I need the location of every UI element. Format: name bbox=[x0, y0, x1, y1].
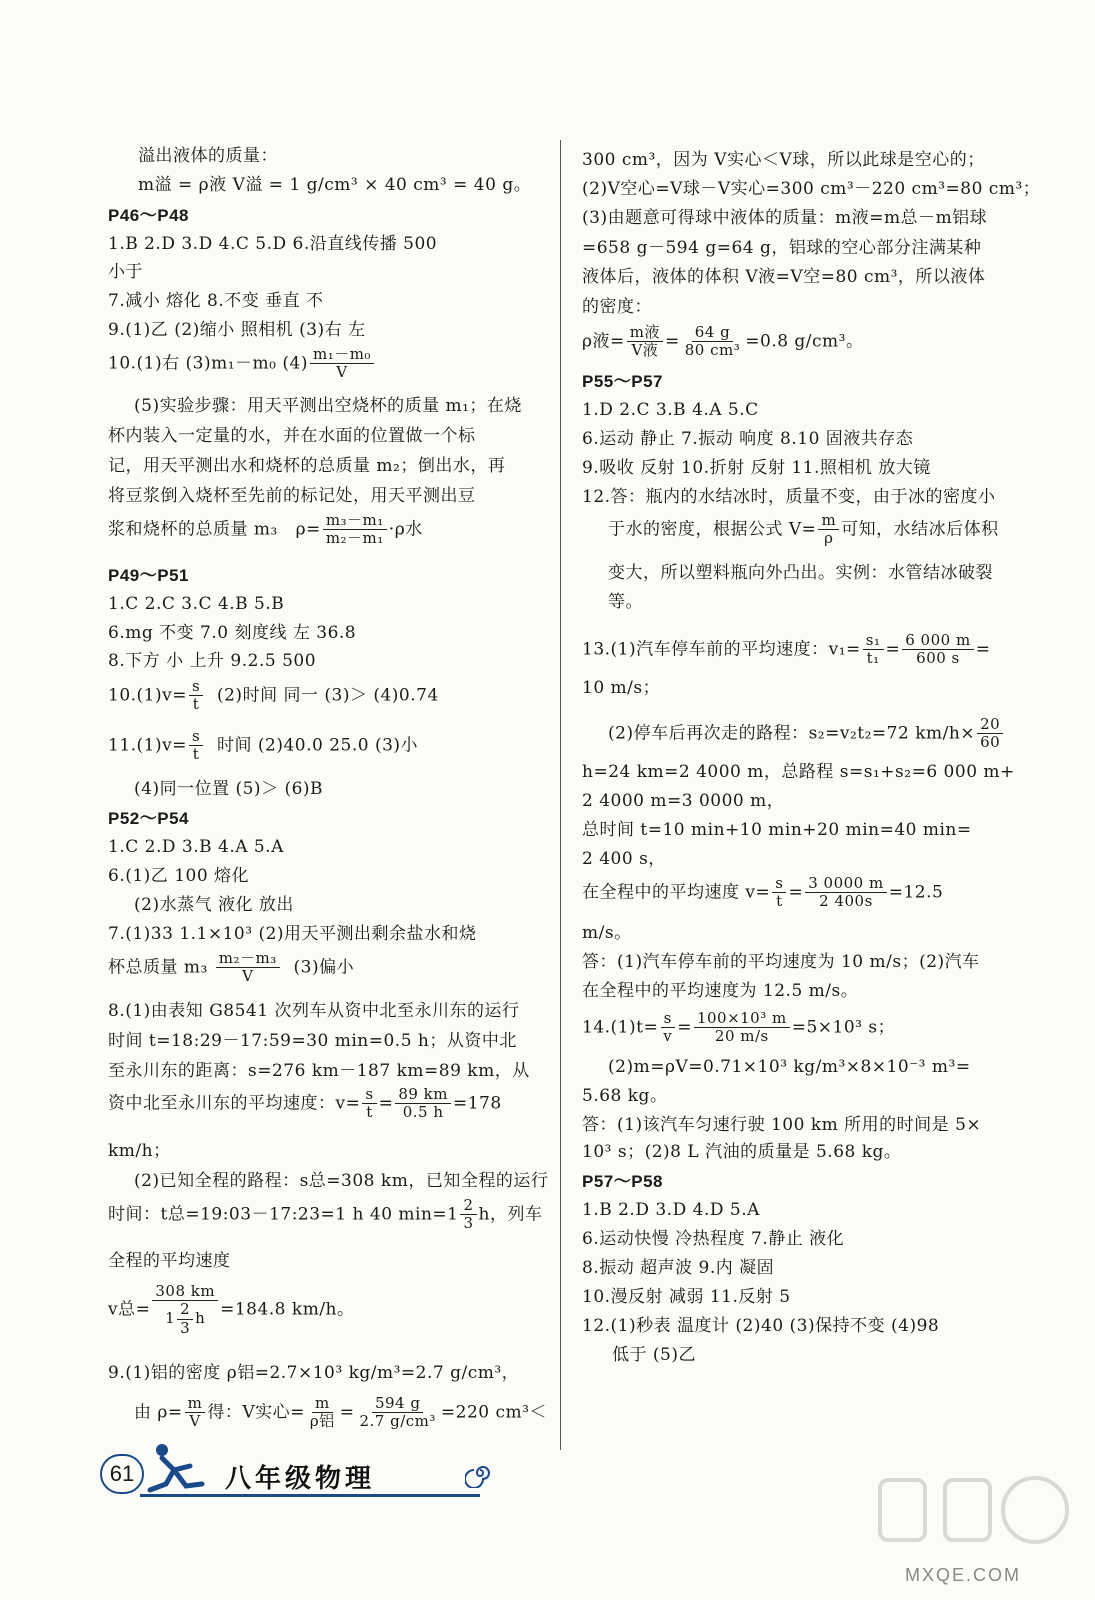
fraction bbox=[362, 1086, 376, 1122]
fraction-numerator: 89 km bbox=[395, 1086, 451, 1104]
fraction bbox=[805, 875, 886, 911]
text-line: 1.C 2.C 3.C 4.B 5.B bbox=[108, 594, 285, 614]
fraction bbox=[152, 1283, 218, 1337]
text-line: h=24 km=2 4000 m，总路程 s=s₁+s₂=6 000 m+ bbox=[582, 762, 1015, 782]
fraction bbox=[177, 1301, 193, 1337]
fraction-denominator: 600 s bbox=[916, 649, 960, 668]
text-line: m溢 = ρ液 V溢 = 1 g/cm³ × 40 cm³ = 40 g。 bbox=[138, 175, 532, 195]
text-segment: v总= bbox=[108, 1299, 151, 1320]
fraction-numerator: 2 bbox=[177, 1301, 193, 1319]
fraction-denominator: ρ铝 bbox=[309, 1412, 335, 1431]
text-line: 至永川东的距离：s=276 km－187 km=89 km，从 bbox=[108, 1061, 530, 1081]
formula-line: 由 ρ= $\frac{m}{V}$ 得：V实心= $\frac{m}{\text{ρ铝}}$ = $\frac{594 g}{\text{2.7 g/cm³}}$ =220 cm³＜ bbox=[134, 1394, 547, 1431]
text-line: 1.B 2.D 3.D 4.C 5.D 6.沿直线传播 500 bbox=[108, 234, 438, 254]
text-line: 将豆浆倒入烧杯至先前的标记处，用天平测出豆 bbox=[108, 486, 476, 506]
fraction bbox=[310, 346, 374, 382]
text-line: (2)已知全程的路程：s总=308 km，已知全程的运行 bbox=[134, 1171, 549, 1191]
text-segment: 10.(1)右 (3)m₁－m₀ (4) bbox=[108, 353, 308, 374]
text-segment: ρ液= bbox=[582, 331, 625, 352]
fraction bbox=[863, 632, 884, 668]
fraction-denominator: m₂－m₁ bbox=[325, 529, 384, 548]
unit: h bbox=[195, 1309, 206, 1327]
text-line: 6.(1)乙 100 熔化 bbox=[108, 866, 250, 886]
fraction-numerator: s bbox=[189, 728, 203, 746]
text-line: m/s。 bbox=[582, 923, 632, 943]
text-line: 9.(1)乙 (2)缩小 照相机 (3)右 左 bbox=[108, 320, 366, 340]
text-line: 在全程中的平均速度为 12.5 m/s。 bbox=[582, 981, 859, 1001]
text-line: 等。 bbox=[608, 592, 643, 612]
text-line: 全程的平均速度 bbox=[108, 1251, 231, 1271]
fraction-denominator: 3 bbox=[180, 1318, 191, 1337]
column-divider bbox=[560, 140, 561, 1450]
text-line: 8.下方 小 上升 9.2.5 500 bbox=[108, 651, 317, 671]
fraction-denominator: V bbox=[242, 967, 254, 986]
text-line: 1.B 2.D 3.D 4.D 5.A bbox=[582, 1200, 760, 1220]
fraction bbox=[627, 324, 663, 360]
text-line: 8.振动 超声波 9.内 凝固 bbox=[582, 1258, 775, 1278]
text-segment: =178 bbox=[452, 1093, 502, 1114]
watermark-text: MXQE.COM bbox=[905, 1565, 1022, 1585]
fraction bbox=[818, 512, 839, 548]
text-line: 记，用天平测出水和烧杯的总质量 m₂；倒出水，再 bbox=[108, 456, 506, 476]
fraction bbox=[189, 678, 203, 714]
formula-line bbox=[608, 716, 1005, 752]
text-line: 12.(1)秒表 温度计 (2)40 (3)保持不变 (4)98 bbox=[582, 1316, 940, 1336]
section-heading: P46～P48 bbox=[108, 206, 189, 225]
text-line: (2)V空心=V球－V实心=300 cm³－220 cm³=80 cm³； bbox=[582, 179, 1041, 199]
fraction-denominator: t₁ bbox=[866, 649, 880, 668]
text-segment: = bbox=[975, 639, 991, 660]
text-segment: 14.(1)t= bbox=[582, 1017, 659, 1038]
fraction-denominator: 3 bbox=[463, 1214, 474, 1233]
text-line: 1.D 2.C 3.B 4.A 5.C bbox=[582, 400, 759, 420]
fraction-denominator bbox=[162, 1301, 208, 1337]
text-line: 8.(1)由表知 G8541 次列车从资中北至永川东的运行 bbox=[108, 1001, 520, 1021]
formula-line: ρ液= $\frac{\text{m液}}{\text{V液}}$ = $\frac{64 g}{\text{80 cm³}}$ =0.8 g/cm³。 bbox=[582, 323, 864, 360]
text-line: 6.运动 静止 7.振动 响度 8.10 固液共存态 bbox=[582, 429, 914, 449]
text-line: =658 g－594 g=64 g，铝球的空心部分注满某种 bbox=[582, 238, 982, 258]
fraction-numerator: s bbox=[661, 1010, 675, 1028]
fraction bbox=[977, 716, 1003, 752]
text-segment: 可知，水结冰后体积 bbox=[841, 519, 999, 540]
text-line: 9.吸收 反射 10.折射 反射 11.照相机 放大镜 bbox=[582, 458, 931, 478]
fraction bbox=[660, 1010, 675, 1046]
formula-line bbox=[608, 512, 999, 548]
text-segment: (3)偏小 bbox=[293, 957, 355, 978]
text-segment: =12.5 bbox=[888, 882, 944, 903]
fraction-numerator: 594 g bbox=[372, 1395, 424, 1413]
fraction-denominator: ρ bbox=[824, 529, 834, 548]
text-segment: 杯总质量 m₃ bbox=[108, 957, 208, 978]
fraction-numerator: s bbox=[362, 1086, 376, 1104]
page-number: 61 bbox=[100, 1454, 144, 1494]
text-line: 12.答：瓶内的水结冰时，质量不变，由于冰的密度小 bbox=[582, 487, 996, 507]
text-line: (3)由题意可得球中液体的质量：m液=m总－m铝球 bbox=[582, 208, 988, 228]
fraction bbox=[772, 875, 786, 911]
text-line: 总时间 t=10 min+10 min+20 min=40 min= bbox=[582, 820, 972, 840]
text-segment: 时间 (2)40.0 25.0 (3)小 bbox=[216, 735, 419, 756]
fraction-numerator: 6 000 m bbox=[902, 632, 973, 650]
fraction bbox=[185, 1395, 206, 1431]
page-footer bbox=[100, 1440, 520, 1500]
text-segment: 13.(1)汽车停车前的平均速度：v₁= bbox=[582, 639, 861, 660]
fraction-numerator: s bbox=[189, 678, 203, 696]
text-line: 答：(1)该汽车匀速行驶 100 km 所用的时间是 5× bbox=[582, 1115, 982, 1135]
fraction bbox=[216, 950, 280, 986]
text-segment: 资中北至永川东的平均速度：v= bbox=[108, 1093, 361, 1114]
fraction-denominator: t bbox=[192, 695, 200, 714]
formula-line bbox=[108, 678, 439, 714]
text-line: 时间 t=18:29－17:59=30 min=0.5 h；从资中北 bbox=[108, 1031, 517, 1051]
fraction-numerator: m₃－m₁ bbox=[323, 512, 387, 530]
fraction-numerator: m bbox=[818, 512, 839, 530]
text-line: (5)实验步骤：用天平测出空烧杯的质量 m₁；在烧 bbox=[134, 396, 522, 416]
text-segment: h，列车 bbox=[478, 1204, 543, 1225]
fraction-denominator: V bbox=[336, 363, 348, 382]
text-segment: =0.8 g/cm³。 bbox=[745, 331, 864, 352]
text-segment: 于水的密度，根据公式 V= bbox=[608, 519, 817, 540]
text-line: 变大，所以塑料瓶向外凸出。实例：水管结冰破裂 bbox=[608, 563, 993, 583]
text-line: 10 m/s； bbox=[582, 678, 661, 698]
fraction bbox=[682, 324, 744, 360]
formula-line bbox=[108, 512, 423, 548]
footer-underline bbox=[140, 1494, 480, 1497]
section-heading: P49～P51 bbox=[108, 566, 189, 585]
fraction-denominator: t bbox=[776, 892, 783, 911]
text-line: 6.mg 不变 7.0 刻度线 左 36.8 bbox=[108, 623, 357, 643]
formula-line bbox=[108, 1197, 542, 1233]
runner-icon bbox=[140, 1440, 210, 1500]
fraction bbox=[189, 728, 203, 764]
fraction-denominator: t bbox=[192, 745, 200, 764]
fraction-numerator: m₂－m₃ bbox=[216, 950, 280, 968]
text-segment: =5×10³ s； bbox=[791, 1017, 896, 1038]
fraction-denominator: 2 400s bbox=[819, 892, 873, 911]
fraction-denominator: t bbox=[366, 1103, 373, 1122]
text-segment: (2)时间 同一 (3)＞ (4)0.74 bbox=[216, 685, 439, 706]
text-line: 液体后，液体的体积 V液=V空=80 cm³，所以液体 bbox=[582, 267, 986, 287]
text-segment: =184.8 km/h。 bbox=[220, 1299, 355, 1320]
text-segment: =220 cm³＜ bbox=[440, 1402, 547, 1423]
fraction-numerator: s bbox=[772, 875, 786, 893]
text-segment: 由 ρ= bbox=[134, 1402, 183, 1423]
fraction-numerator: 64 g bbox=[692, 324, 733, 342]
fraction-denominator: 0.5 h bbox=[402, 1103, 444, 1122]
formula-line bbox=[108, 950, 354, 986]
fraction bbox=[357, 1395, 439, 1431]
fraction-denominator: 2.7 g/cm³ bbox=[359, 1412, 436, 1431]
text-line: 答：(1)汽车停车前的平均速度为 10 m/s；(2)汽车 bbox=[582, 952, 980, 972]
section-heading: P52～P54 bbox=[108, 809, 189, 828]
text-line: 10³ s；(2)8 L 汽油的质量是 5.68 kg。 bbox=[582, 1142, 902, 1162]
text-segment: 浆和烧杯的总质量 m₃ bbox=[108, 519, 278, 540]
text-line: (4)同一位置 (5)＞ (6)B bbox=[134, 779, 324, 799]
text-line: 7.减小 熔化 8.不变 垂直 不 bbox=[108, 291, 324, 311]
fraction bbox=[694, 1010, 790, 1046]
fraction-denominator: 80 cm³ bbox=[684, 341, 741, 360]
fraction-denominator: 60 bbox=[980, 733, 1001, 752]
text-line: (2)水蒸气 液化 放出 bbox=[134, 895, 294, 915]
text-segment: (2)停车后再次走的路程：s₂=v₂t₂=72 km/h× bbox=[608, 723, 976, 744]
section-heading: P55～P57 bbox=[582, 372, 663, 391]
text-segment: 10.(1)v= bbox=[108, 685, 187, 706]
fraction-numerator: s₁ bbox=[863, 632, 884, 650]
text-segment: 得：V实心= bbox=[207, 1402, 305, 1423]
formula-line bbox=[108, 346, 376, 382]
fraction bbox=[323, 512, 387, 548]
text-segment: ρ= bbox=[295, 519, 321, 540]
section-heading: P57～P58 bbox=[582, 1172, 663, 1191]
text-segment: ·ρ水 bbox=[388, 519, 423, 540]
formula-line bbox=[108, 1283, 355, 1337]
fraction bbox=[395, 1086, 451, 1122]
text-line: (2)m=ρV=0.71×10³ kg/m³×8×10⁻³ m³= bbox=[608, 1057, 971, 1077]
text-line: 10.漫反射 减弱 11.反射 5 bbox=[582, 1287, 791, 1307]
text-line: 6.运动快慢 冷热程度 7.静止 液化 bbox=[582, 1229, 845, 1249]
fraction-numerator: 100×10³ m bbox=[694, 1010, 790, 1028]
fraction bbox=[460, 1197, 476, 1233]
fraction-numerator: 308 km bbox=[152, 1283, 218, 1301]
fraction-numerator: 20 bbox=[977, 716, 1003, 734]
text-line: 的密度： bbox=[582, 297, 652, 317]
fraction-numerator: m₁－m₀ bbox=[310, 346, 374, 364]
formula-line: 14.(1)t= $\frac{s}{v}$ = $\frac{\text{100×10³ m}}{20 m/s}$ =5×10³ s； bbox=[582, 1009, 896, 1046]
swirl-icon bbox=[465, 1458, 495, 1488]
fraction-numerator: m bbox=[185, 1395, 206, 1413]
fraction-denominator: V bbox=[189, 1412, 201, 1431]
formula-line: 在全程中的平均速度 v= $\frac{s}{t}$ = $\frac{3 0000 m}{2 400s}$ =12.5 bbox=[582, 874, 944, 911]
fraction-numerator: m bbox=[312, 1395, 333, 1413]
fraction-numerator: 2 bbox=[460, 1197, 476, 1215]
text-line: 低于 (5)乙 bbox=[612, 1345, 696, 1365]
text-line: 7.(1)33 1.1×10³ (2)用天平测出剩余盐水和烧 bbox=[108, 924, 477, 944]
subject-title: 八年级物理 bbox=[225, 1464, 376, 1494]
text-line: 小于 bbox=[108, 262, 143, 282]
text-line: 溢出液体的质量： bbox=[138, 146, 278, 166]
fraction-denominator: V液 bbox=[631, 341, 659, 360]
text-line: km/h； bbox=[108, 1141, 171, 1161]
fraction bbox=[902, 632, 973, 668]
text-line: 5.68 kg。 bbox=[582, 1086, 668, 1106]
text-line: 2 400 s， bbox=[582, 849, 666, 869]
fraction-denominator: v bbox=[663, 1027, 673, 1046]
formula-line bbox=[108, 728, 418, 764]
text-segment: 在全程中的平均速度 v= bbox=[582, 882, 771, 903]
text-line: 9.(1)铝的密度 ρ铝=2.7×10³ kg/m³=2.7 g/cm³， bbox=[108, 1363, 520, 1383]
text-line: 1.C 2.D 3.B 4.A 5.A bbox=[108, 837, 284, 857]
fraction-denominator: 20 m/s bbox=[714, 1027, 769, 1046]
mixed-number-whole: 1 bbox=[165, 1309, 176, 1327]
text-segment: 时间：t总=19:03－17:23=1 h 40 min=1 bbox=[108, 1204, 459, 1225]
formula-line: 资中北至永川东的平均速度：v= $\frac{s}{t}$ = $\frac{89 km}{0.5 h}$ =178 bbox=[108, 1085, 502, 1122]
fraction-numerator: m液 bbox=[627, 324, 663, 342]
text-segment: 11.(1)v= bbox=[108, 735, 187, 756]
text-line: 2 4000 m=3 0000 m， bbox=[582, 791, 785, 811]
fraction bbox=[307, 1395, 338, 1431]
formula-line: 13.(1)汽车停车前的平均速度：v₁= $\frac{\text{s₁}}{\text{t₁}}$ = $\frac{6 000 m}{600 s}$ = bbox=[582, 631, 991, 668]
fraction-numerator: 3 0000 m bbox=[805, 875, 886, 893]
text-line: 杯内装入一定量的水，并在水面的位置做一个标 bbox=[108, 426, 476, 446]
text-line: 300 cm³，因为 V实心＜V球，所以此球是空心的； bbox=[582, 150, 985, 170]
